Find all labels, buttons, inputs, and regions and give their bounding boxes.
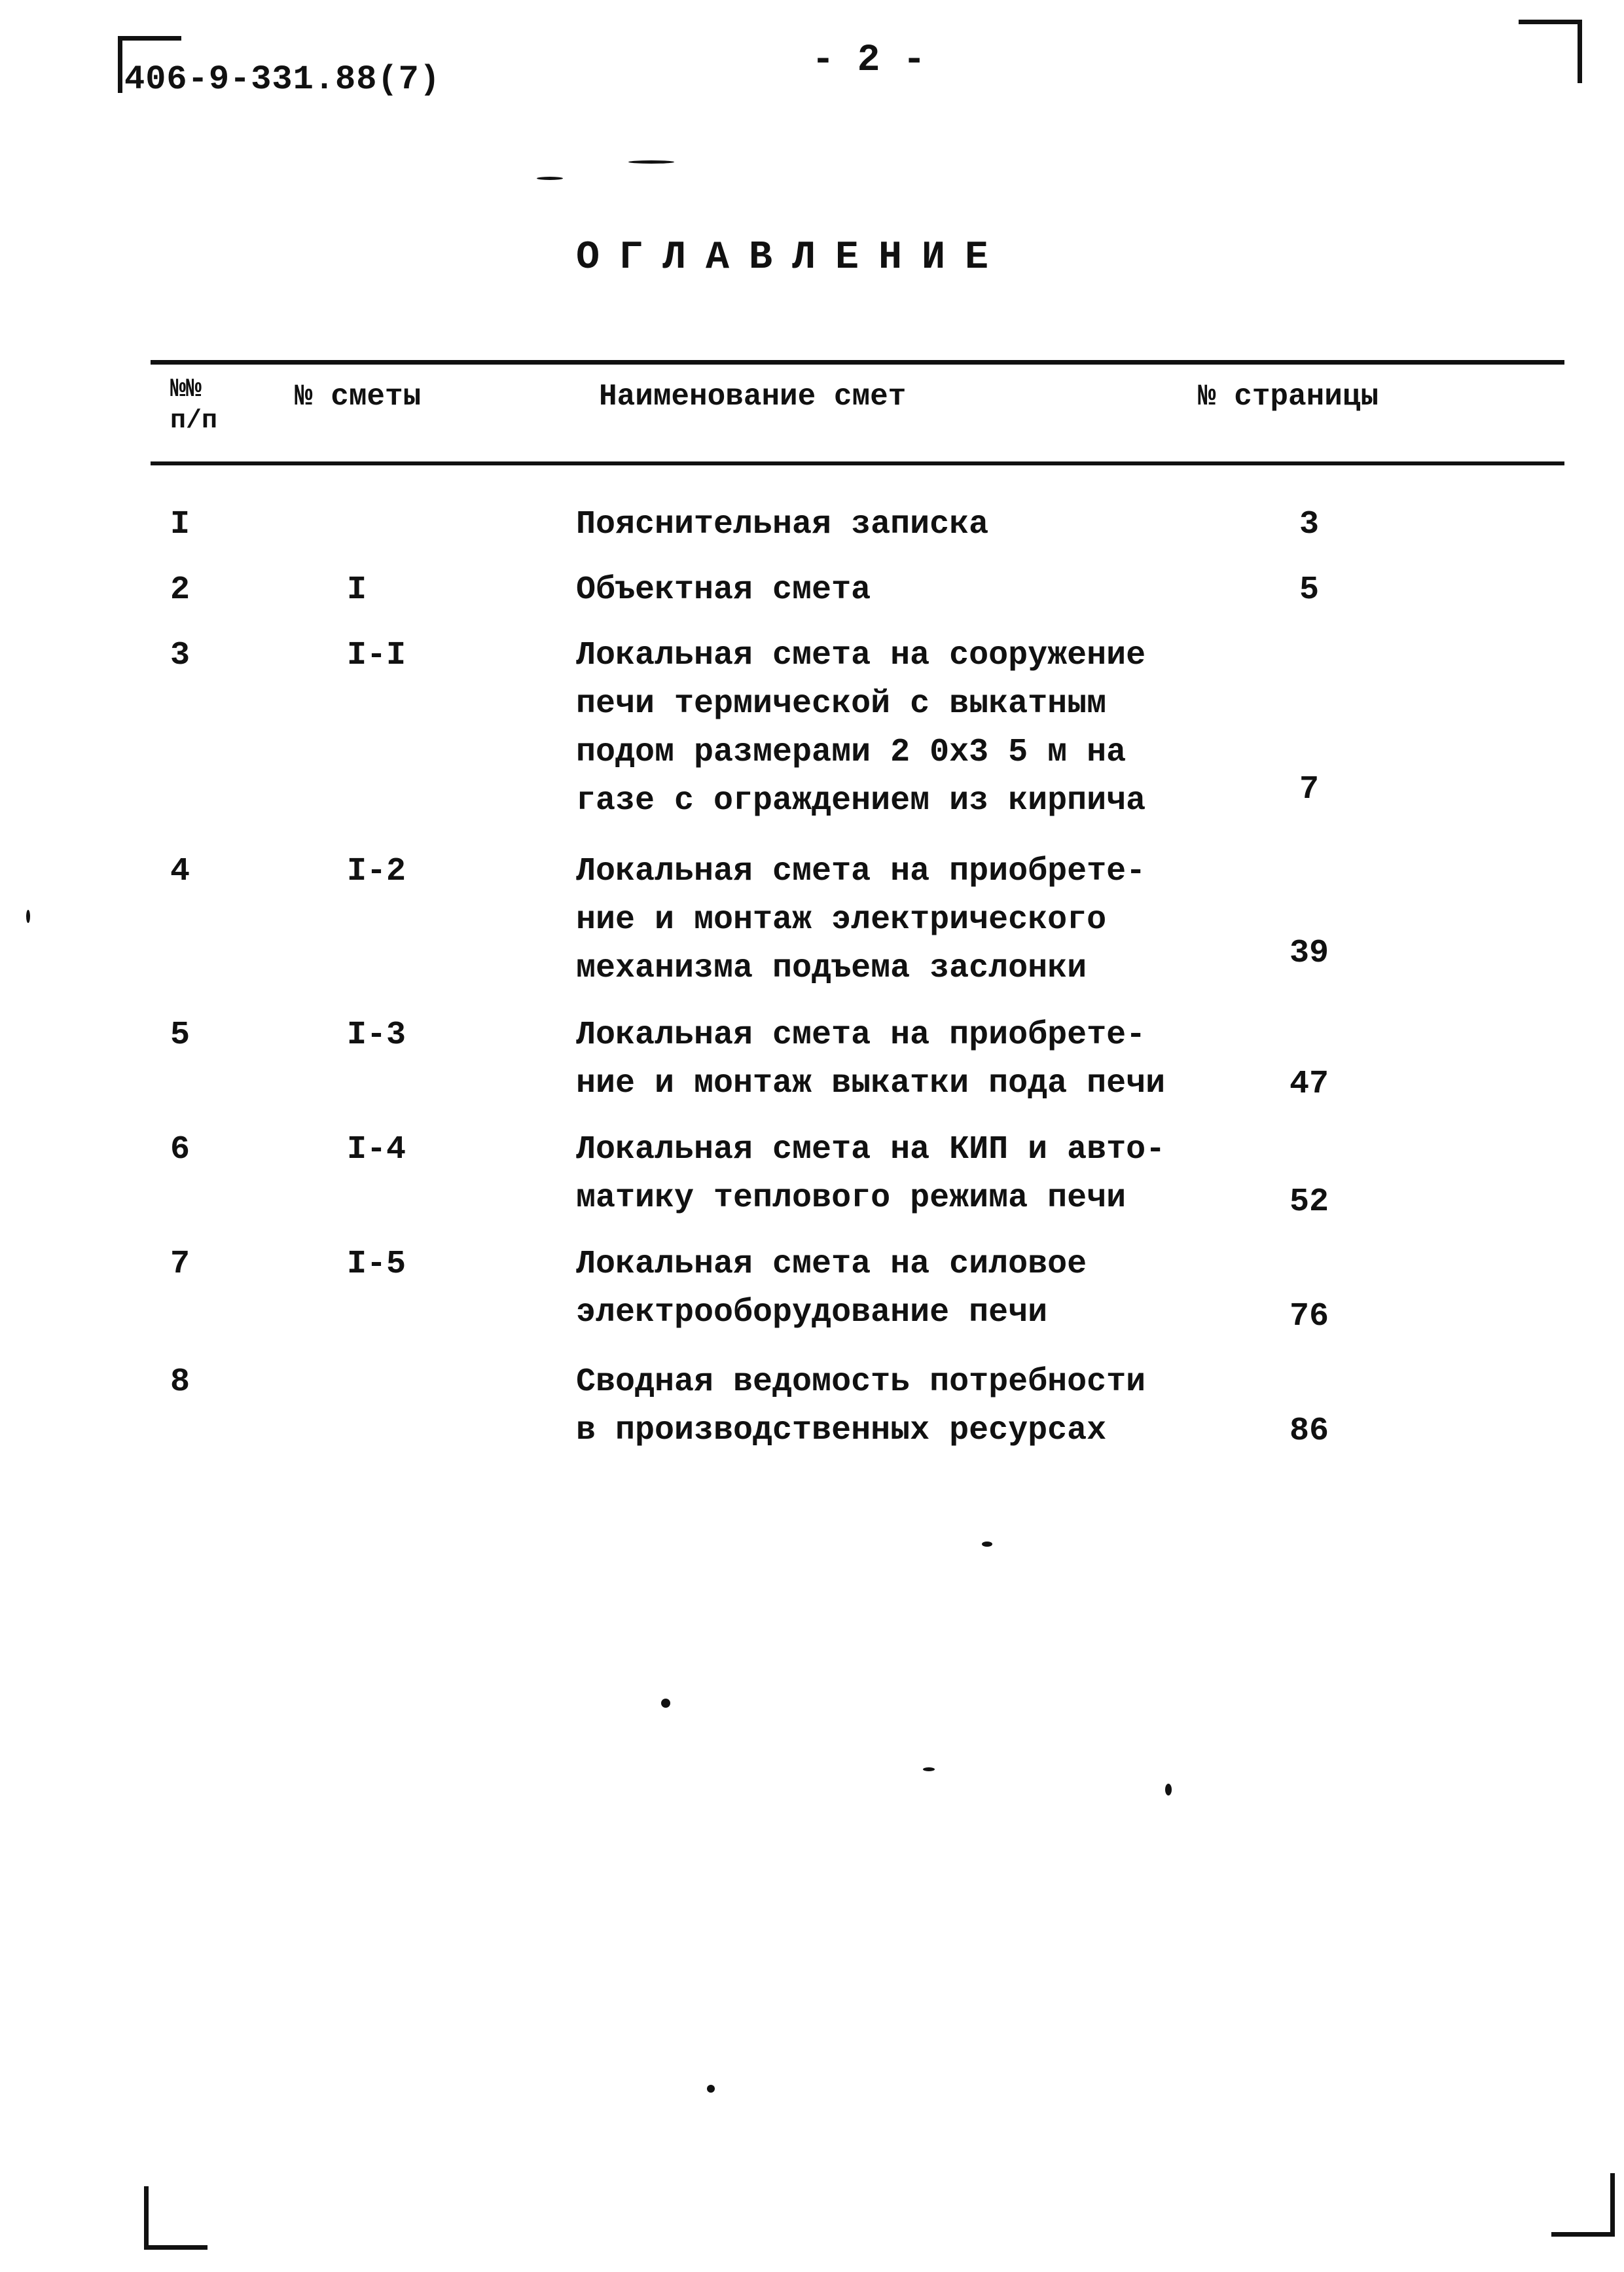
row-estimate-code: I-4 <box>347 1131 406 1168</box>
row-estimate-code: I-2 <box>347 853 406 890</box>
row-page: 86 <box>1289 1413 1329 1450</box>
column-header-estimate-number: № сметы <box>295 380 422 414</box>
row-number: 6 <box>170 1131 190 1168</box>
corner-mark-top-right <box>1519 20 1582 83</box>
page-title: ОГЛАВЛЕНИЕ <box>576 236 1009 280</box>
scan-speck <box>707 2085 715 2093</box>
row-name: Пояснительная записка <box>576 506 989 543</box>
scan-speck <box>537 177 563 180</box>
row-page: 52 <box>1289 1183 1329 1221</box>
row-page: 5 <box>1299 571 1319 609</box>
scan-speck <box>982 1542 992 1547</box>
row-number: 5 <box>170 1017 190 1054</box>
row-estimate-code: I-3 <box>347 1017 406 1054</box>
row-page: 7 <box>1299 771 1319 808</box>
table-top-rule <box>151 360 1564 365</box>
column-header-page: № страницы <box>1198 380 1379 414</box>
row-page: 39 <box>1289 935 1329 972</box>
row-number: 3 <box>170 637 190 674</box>
scan-speck <box>26 910 30 923</box>
row-page: 47 <box>1289 1066 1329 1103</box>
scan-speck <box>628 160 674 164</box>
row-number: 8 <box>170 1363 190 1401</box>
row-number: 7 <box>170 1246 190 1283</box>
row-estimate-code: I <box>347 571 367 609</box>
row-number: 4 <box>170 853 190 890</box>
row-name: Локальная смета на приобрете- ние и монтаж электрического механизма подъема заслонки <box>576 853 1146 987</box>
row-estimate-code: I-I <box>347 637 406 674</box>
scan-speck <box>661 1699 670 1708</box>
column-header-estimate-name: Наименование смет <box>599 380 907 414</box>
row-number: 2 <box>170 571 190 609</box>
row-page: 3 <box>1299 506 1319 543</box>
document-code: 406-9-331.88(7) <box>124 60 441 99</box>
row-name: Сводная ведомость потребности в производственных ресурсах <box>576 1363 1146 1449</box>
row-name: Локальная смета на КИП и авто- матику теплового режима печи <box>576 1131 1166 1217</box>
column-header-number: №№ п/п <box>170 375 218 436</box>
corner-mark-bottom-right <box>1551 2173 1615 2237</box>
row-number: I <box>170 506 190 543</box>
table-header-rule <box>151 461 1564 465</box>
page-number: - 2 - <box>812 39 926 82</box>
scan-speck <box>923 1767 935 1771</box>
corner-mark-bottom-left <box>144 2186 208 2250</box>
row-name: Локальная смета на приобрете- ние и монтаж выкатки пода печи <box>576 1017 1166 1102</box>
row-name: Объектная смета <box>576 571 871 609</box>
row-name: Локальная смета на силовое электрооборудование печи <box>576 1246 1087 1331</box>
scan-speck <box>1165 1784 1172 1795</box>
row-name: Локальная смета на сооружение печи термической с выкатным подом размерами 2 0х3 5 м на газе с ограждением из кирпича <box>576 637 1146 820</box>
row-estimate-code: I-5 <box>347 1246 406 1283</box>
row-page: 76 <box>1289 1298 1329 1335</box>
